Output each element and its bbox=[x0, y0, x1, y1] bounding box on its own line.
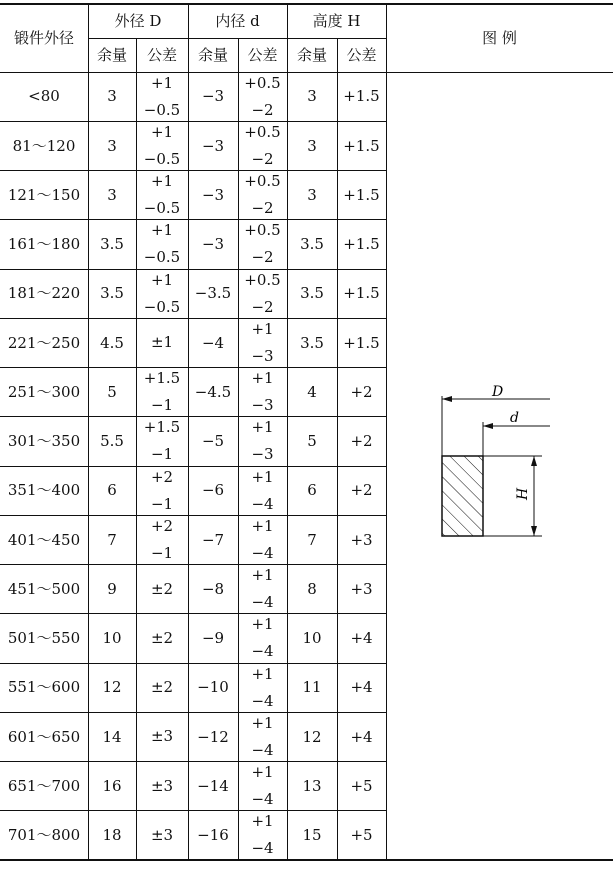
cell-od-tolerance bbox=[136, 171, 188, 220]
cell-h-tolerance: +4 bbox=[350, 629, 373, 648]
cell-od-allowance: 3 bbox=[107, 185, 117, 204]
cell-range: 301～350 bbox=[7, 432, 81, 451]
cell-id-tolerance bbox=[238, 663, 287, 712]
tolerance-upper: +1.5 bbox=[143, 418, 181, 437]
tolerance-lower: −4 bbox=[251, 642, 274, 661]
legend-label-H: H bbox=[515, 487, 531, 500]
cell-od-tolerance bbox=[136, 318, 188, 367]
tolerance-upper: +1 bbox=[251, 812, 274, 831]
tolerance-lower: −0.5 bbox=[143, 100, 181, 119]
tolerance-upper: +1 bbox=[150, 172, 174, 191]
header-tolerance: 公差 bbox=[247, 45, 278, 64]
cell-h-tolerance: +2 bbox=[350, 382, 373, 401]
cell-id-tolerance bbox=[238, 565, 287, 614]
cell-id-allowance: −3.5 bbox=[194, 284, 232, 303]
cell-id-allowance: −8 bbox=[201, 579, 225, 598]
cell-od-tolerance bbox=[136, 220, 188, 269]
cell-range: 601～650 bbox=[7, 727, 81, 746]
tolerance-upper: ±3 bbox=[150, 776, 174, 795]
tolerance-upper: +1 bbox=[251, 713, 274, 732]
tolerance-upper: ±3 bbox=[150, 825, 174, 844]
cell-h-tolerance: +4 bbox=[350, 678, 373, 697]
cell-id-tolerance bbox=[238, 712, 287, 761]
cell-id-tolerance bbox=[238, 417, 287, 466]
tolerance-upper: +0.5 bbox=[244, 270, 281, 289]
tolerance-upper: +1 bbox=[251, 664, 274, 683]
header-tolerance: 公差 bbox=[346, 45, 377, 64]
cell-id-allowance: −3 bbox=[201, 87, 225, 106]
tolerance-upper: ±2 bbox=[150, 628, 174, 647]
cell-h-allowance: 3 bbox=[307, 185, 317, 204]
cell-h-allowance: 13 bbox=[302, 776, 322, 795]
cell-od-tolerance bbox=[136, 712, 188, 761]
cell-od-allowance: 7 bbox=[107, 530, 117, 549]
tolerance-upper: +1 bbox=[251, 566, 274, 585]
cell-od-allowance: 16 bbox=[102, 776, 122, 795]
cell-od-allowance: 5 bbox=[107, 382, 117, 401]
tolerance-lower: −4 bbox=[251, 691, 274, 710]
legend-label-D: D bbox=[492, 384, 504, 400]
arrowhead bbox=[531, 526, 537, 536]
cell-h-tolerance: +1.5 bbox=[343, 235, 380, 254]
cell-od-tolerance bbox=[136, 121, 188, 170]
tolerance-lower: −4 bbox=[251, 593, 274, 612]
cell-h-allowance: 5 bbox=[307, 432, 317, 451]
cell-id-allowance: −4 bbox=[201, 333, 225, 352]
header-allowance: 余量 bbox=[296, 45, 327, 64]
cell-range: 551～600 bbox=[7, 678, 81, 697]
cell-h-allowance: 10 bbox=[302, 629, 322, 648]
cell-range: 451～500 bbox=[7, 579, 81, 598]
tolerance-upper: +0.5 bbox=[244, 122, 281, 141]
cell-h-allowance: 11 bbox=[302, 678, 322, 697]
cell-h-tolerance: +5 bbox=[350, 826, 373, 845]
cell-range: 401～450 bbox=[7, 530, 81, 549]
header-height: 高度 H bbox=[312, 11, 361, 30]
cell-h-tolerance: +1.5 bbox=[343, 87, 380, 106]
tolerance-upper: +1 bbox=[251, 319, 274, 338]
header-forging-od: 锻件外径 bbox=[13, 28, 74, 47]
tolerance-upper: +1.5 bbox=[143, 369, 181, 388]
cell-od-allowance: 3 bbox=[107, 87, 117, 106]
cell-h-tolerance: +1.5 bbox=[343, 136, 380, 155]
header-allowance: 余量 bbox=[197, 45, 228, 64]
cell-range: 81～120 bbox=[12, 136, 76, 155]
cell-range: 501～550 bbox=[7, 629, 81, 648]
tolerance-upper: +1 bbox=[251, 516, 274, 535]
tolerance-lower: −1 bbox=[150, 396, 174, 415]
cell-id-allowance: −4.5 bbox=[194, 382, 232, 401]
cell-range: 221～250 bbox=[7, 333, 81, 352]
tolerance-upper: +1 bbox=[150, 122, 174, 141]
tolerance-upper: +1 bbox=[251, 418, 274, 437]
arrowhead bbox=[442, 396, 452, 402]
cell-range: 351～400 bbox=[7, 481, 81, 500]
cell-id-allowance: −9 bbox=[201, 629, 225, 648]
tolerance-upper: +1 bbox=[251, 763, 274, 782]
cell-id-tolerance bbox=[238, 368, 287, 417]
cell-id-allowance: −14 bbox=[197, 776, 229, 795]
cell-od-allowance: 10 bbox=[102, 629, 122, 648]
tolerance-lower: −2 bbox=[251, 297, 274, 316]
cell-h-allowance: 15 bbox=[302, 826, 322, 845]
cell-h-allowance: 7 bbox=[307, 530, 317, 549]
cell-range: 251～300 bbox=[7, 382, 81, 401]
tolerance-lower: −4 bbox=[251, 790, 274, 809]
tolerance-upper: +1 bbox=[150, 221, 174, 240]
tolerance-upper: +0.5 bbox=[244, 221, 281, 240]
cell-id-tolerance bbox=[238, 762, 287, 811]
cell-od-tolerance bbox=[136, 515, 188, 564]
cell-h-allowance: 6 bbox=[307, 481, 317, 500]
legend-figure bbox=[430, 380, 590, 560]
cell-h-tolerance: +1.5 bbox=[343, 284, 380, 303]
header-figure: 图 例 bbox=[482, 28, 517, 47]
cell-h-allowance: 4 bbox=[307, 382, 317, 401]
cell-od-tolerance bbox=[136, 663, 188, 712]
tolerance-lower: −3 bbox=[251, 346, 274, 365]
tolerance-upper: +1 bbox=[150, 270, 174, 289]
cell-od-allowance: 6 bbox=[107, 481, 117, 500]
cell-od-allowance: 4.5 bbox=[100, 333, 124, 352]
tolerance-upper: ±1 bbox=[150, 333, 174, 352]
tolerance-upper: +2 bbox=[150, 516, 174, 535]
cell-id-tolerance bbox=[238, 614, 287, 663]
cell-h-tolerance: +3 bbox=[350, 579, 373, 598]
tolerance-lower: −1 bbox=[150, 543, 174, 562]
cell-od-tolerance bbox=[136, 762, 188, 811]
tolerance-lower: −4 bbox=[251, 740, 274, 759]
cell-id-tolerance bbox=[238, 318, 287, 367]
cell-id-tolerance bbox=[238, 220, 287, 269]
cell-h-allowance: 3.5 bbox=[300, 333, 324, 352]
cell-id-allowance: −7 bbox=[201, 530, 225, 549]
cell-id-allowance: −6 bbox=[201, 481, 225, 500]
cell-id-tolerance bbox=[238, 121, 287, 170]
cell-od-tolerance bbox=[136, 614, 188, 663]
cell-id-tolerance bbox=[238, 171, 287, 220]
tolerance-lower: −0.5 bbox=[143, 248, 181, 267]
cell-od-allowance: 18 bbox=[102, 826, 122, 845]
cell-od-tolerance bbox=[136, 417, 188, 466]
tolerance-lower: −4 bbox=[251, 839, 274, 858]
tolerance-lower: −3 bbox=[251, 396, 274, 415]
cell-h-tolerance: +5 bbox=[350, 776, 373, 795]
cell-id-tolerance bbox=[238, 466, 287, 515]
cell-id-allowance: −3 bbox=[201, 235, 225, 254]
cell-od-allowance: 3.5 bbox=[100, 284, 124, 303]
tolerance-upper: +1 bbox=[251, 467, 274, 486]
header-allowance: 余量 bbox=[96, 45, 127, 64]
cell-od-allowance: 3.5 bbox=[100, 235, 124, 254]
tolerance-lower: −1 bbox=[150, 494, 174, 513]
cell-od-allowance: 3 bbox=[107, 136, 117, 155]
cell-h-tolerance: +1.5 bbox=[343, 333, 380, 352]
tolerance-lower: −2 bbox=[251, 149, 274, 168]
cell-od-tolerance bbox=[136, 466, 188, 515]
cell-h-tolerance: +2 bbox=[350, 432, 373, 451]
tolerance-upper: +0.5 bbox=[244, 172, 281, 191]
cell-h-tolerance: +1.5 bbox=[343, 185, 380, 204]
cell-h-allowance: 3.5 bbox=[300, 235, 324, 254]
tolerance-lower: −3 bbox=[251, 445, 274, 464]
cell-h-allowance: 3 bbox=[307, 87, 317, 106]
cell-range: 181～220 bbox=[7, 284, 81, 303]
cell-id-tolerance bbox=[238, 269, 287, 318]
tolerance-lower: −2 bbox=[251, 100, 274, 119]
tolerance-upper: ±2 bbox=[150, 678, 174, 697]
tolerance-upper: +1 bbox=[251, 369, 274, 388]
header-outer-diameter: 外径 D bbox=[114, 11, 162, 30]
cell-h-allowance: 3 bbox=[307, 136, 317, 155]
legend-label-d: d bbox=[510, 410, 519, 426]
cell-id-allowance: −12 bbox=[197, 727, 229, 746]
cell-id-allowance: −10 bbox=[197, 678, 229, 697]
tolerance-lower: −2 bbox=[251, 199, 274, 218]
cell-id-allowance: −5 bbox=[201, 432, 225, 451]
cell-h-tolerance: +2 bbox=[350, 481, 373, 500]
header-inner-diameter: 内径 d bbox=[215, 11, 260, 30]
tolerance-lower: −2 bbox=[251, 248, 274, 267]
cell-id-allowance: −3 bbox=[201, 185, 225, 204]
tolerance-lower: −0.5 bbox=[143, 149, 181, 168]
cell-id-tolerance bbox=[238, 515, 287, 564]
tolerance-upper: ±2 bbox=[150, 579, 174, 598]
tolerance-upper: ±3 bbox=[150, 727, 174, 746]
cell-id-allowance: −3 bbox=[201, 136, 225, 155]
cell-id-tolerance bbox=[238, 811, 287, 860]
cell-range: 161～180 bbox=[7, 235, 81, 254]
arrowhead bbox=[531, 456, 537, 466]
cell-h-allowance: 12 bbox=[302, 727, 322, 746]
tolerance-upper: +2 bbox=[150, 467, 174, 486]
cell-od-tolerance bbox=[136, 269, 188, 318]
cell-range: <80 bbox=[28, 87, 60, 106]
cell-od-allowance: 14 bbox=[102, 727, 122, 746]
cell-id-allowance: −16 bbox=[197, 826, 229, 845]
cell-od-tolerance bbox=[136, 72, 188, 121]
cell-h-tolerance: +4 bbox=[350, 727, 373, 746]
cell-h-allowance: 8 bbox=[307, 579, 317, 598]
cell-od-tolerance bbox=[136, 811, 188, 860]
tolerance-upper: +1 bbox=[150, 73, 174, 92]
tolerance-lower: −4 bbox=[251, 494, 274, 513]
cell-range: 651～700 bbox=[7, 776, 81, 795]
cell-od-tolerance bbox=[136, 368, 188, 417]
tolerance-lower: −0.5 bbox=[143, 199, 181, 218]
cell-od-allowance: 5.5 bbox=[100, 432, 124, 451]
cell-h-tolerance: +3 bbox=[350, 530, 373, 549]
hatched-section bbox=[442, 456, 483, 536]
arrowhead bbox=[483, 423, 493, 429]
cell-od-allowance: 9 bbox=[107, 579, 117, 598]
header-tolerance: 公差 bbox=[146, 45, 177, 64]
cell-od-tolerance bbox=[136, 565, 188, 614]
cell-od-allowance: 12 bbox=[102, 678, 122, 697]
cell-range: 121～150 bbox=[7, 185, 81, 204]
tolerance-lower: −4 bbox=[251, 543, 274, 562]
tolerance-lower: −0.5 bbox=[143, 297, 181, 316]
tolerance-upper: +0.5 bbox=[244, 73, 281, 92]
cell-range: 701～800 bbox=[7, 826, 81, 845]
tolerance-lower: −1 bbox=[150, 445, 174, 464]
cell-h-allowance: 3.5 bbox=[300, 284, 324, 303]
tolerance-upper: +1 bbox=[251, 615, 274, 634]
cell-id-tolerance bbox=[238, 72, 287, 121]
